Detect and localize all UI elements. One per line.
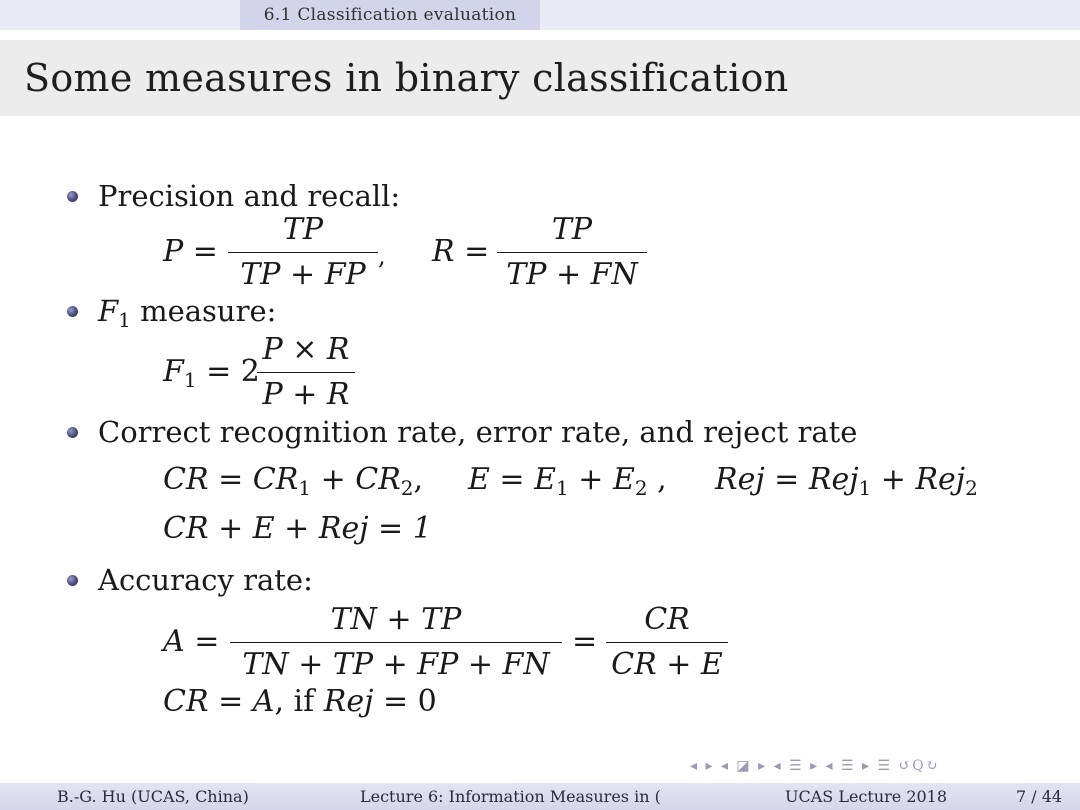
cond-cr: CR xyxy=(163,684,209,719)
sum-equation: CR + E + Rej = 1 xyxy=(163,511,432,546)
precision-comma: , xyxy=(378,242,386,270)
footer-bar xyxy=(0,783,1080,810)
accuracy-denominator: TN + TP + FP + FN xyxy=(242,647,550,682)
accuracy-cr-denominator: CR + E xyxy=(611,647,723,682)
frame-title: Some measures in binary classification xyxy=(24,56,789,100)
cr-equation xyxy=(163,462,423,500)
f1-lhs-subscript: 1 xyxy=(183,368,197,392)
f1-lhs-rest: = 2 xyxy=(196,354,260,389)
e-subscript-1: 1 xyxy=(556,476,569,500)
item-f1-measure xyxy=(98,293,276,338)
rej-plus-text: + Rej xyxy=(871,462,966,497)
footer-venue: UCAS Lecture 2018 xyxy=(785,787,948,806)
item-accuracy-rate: Accuracy rate: xyxy=(98,563,313,597)
bullet-icon xyxy=(67,427,78,438)
f1-lhs-symbol: F xyxy=(163,354,184,389)
f1-denominator: P + R xyxy=(262,377,350,412)
cond-a: A xyxy=(252,684,275,719)
item-precision-recall: Precision and recall: xyxy=(98,179,401,213)
precision-lhs: P = xyxy=(163,234,218,269)
accuracy-cr-fraction xyxy=(606,600,728,685)
bullet-icon xyxy=(67,575,78,586)
error-equation xyxy=(468,462,667,500)
beamer-navigation-icons[interactable]: ◂ ▸ ◂ ◪ ▸ ◂ ☰ ▸ ◂ ☰ ▸ ☰ ↺Q↻ xyxy=(690,758,940,774)
accuracy-condition xyxy=(163,684,437,719)
accuracy-fraction xyxy=(230,600,562,685)
e-plus-text: + E xyxy=(568,462,635,497)
precision-fraction xyxy=(228,210,378,295)
cond-equals: = xyxy=(208,684,253,719)
footer-page-number: 7 / 44 xyxy=(1016,787,1063,806)
rej-subscript-2: 2 xyxy=(965,476,978,500)
accuracy-equals: = xyxy=(572,624,598,659)
section-tab[interactable]: 6.1 Classification evaluation xyxy=(240,0,540,30)
f1-subscript: 1 xyxy=(118,308,131,332)
rej-eq-text: Rej = Rej xyxy=(715,462,859,497)
cr-comma: , xyxy=(413,462,424,497)
cr-subscript-2: 2 xyxy=(400,476,414,500)
precision-numerator: TP xyxy=(282,212,324,247)
rej-subscript-1: 1 xyxy=(858,476,872,500)
reject-equation xyxy=(715,462,978,500)
recall-fraction xyxy=(497,210,647,295)
e-subscript-2: 2 xyxy=(634,476,648,500)
cond-rej: Rej xyxy=(323,684,374,719)
f1-lhs xyxy=(163,354,260,392)
recall-lhs: R = xyxy=(432,234,490,269)
accuracy-numerator: TN + TP xyxy=(330,602,462,637)
e-comma: , xyxy=(647,462,667,497)
f1-symbol: F xyxy=(98,294,119,328)
f1-numerator: P × R xyxy=(262,332,350,367)
f1-measure-label: measure: xyxy=(140,294,277,328)
precision-denominator: TP + FP xyxy=(240,257,366,292)
accuracy-cr-numerator: CR xyxy=(644,602,690,637)
item-recognition-rates: Correct recognition rate, error rate, and reject rate xyxy=(98,415,858,449)
cond-if: , if xyxy=(274,684,324,719)
bullet-icon xyxy=(67,191,78,202)
footer-author: B.-G. Hu (UCAS, China) xyxy=(57,787,249,806)
e-eq-text: E = E xyxy=(468,462,557,497)
cond-zero: = 0 xyxy=(373,684,437,719)
cr-subscript-1: 1 xyxy=(298,476,312,500)
bullet-icon xyxy=(67,306,78,317)
cr-plus-text: + CR xyxy=(311,462,401,497)
cr-eq-text: CR = CR xyxy=(163,462,299,497)
recall-denominator: TP + FN xyxy=(506,257,638,292)
f1-fraction xyxy=(257,330,355,415)
accuracy-lhs: A = xyxy=(163,624,220,659)
recall-numerator: TP xyxy=(551,212,593,247)
footer-lecture: Lecture 6: Information Measures in ( xyxy=(360,787,661,806)
